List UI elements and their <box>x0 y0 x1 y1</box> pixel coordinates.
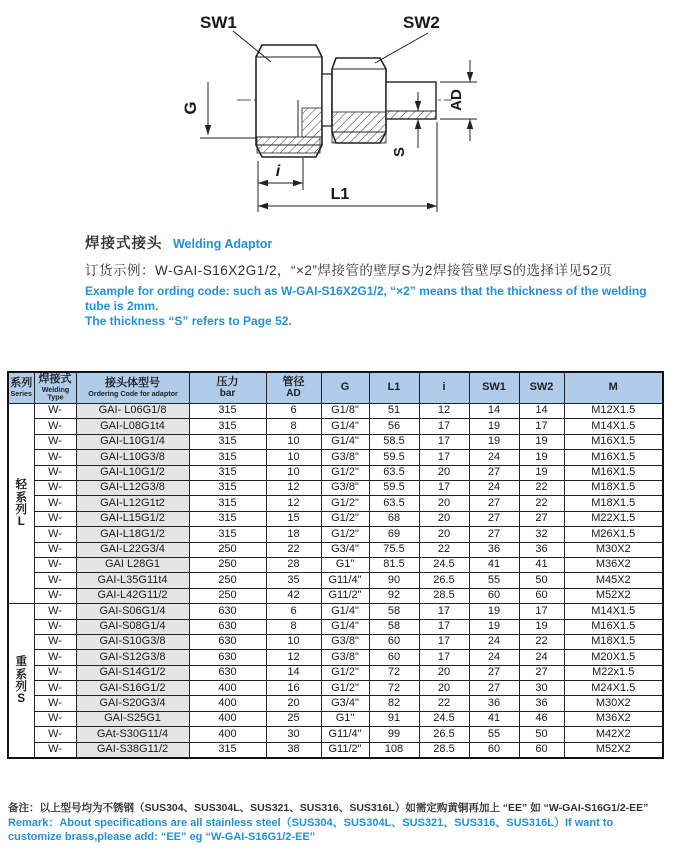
data-cell: 24 <box>469 450 519 465</box>
data-cell: 46 <box>519 711 564 726</box>
data-cell: 6 <box>266 604 321 619</box>
data-cell: 20 <box>419 665 469 680</box>
data-cell: 36 <box>469 696 519 711</box>
data-cell: G1/4" <box>321 604 369 619</box>
data-cell: 630 <box>189 665 266 680</box>
data-cell: 17 <box>419 419 469 434</box>
col-header-tube-od: 管径 AD <box>266 372 321 404</box>
data-cell: 56 <box>369 419 419 434</box>
title-line <box>85 232 670 253</box>
data-cell: G11/4" <box>321 573 369 588</box>
table-row <box>8 465 663 480</box>
data-cell: 60 <box>519 588 564 603</box>
data-cell: W- <box>34 434 76 449</box>
data-cell: 630 <box>189 650 266 665</box>
data-cell: 17 <box>419 604 469 619</box>
ordering-example-en <box>85 284 670 329</box>
data-cell: 28.5 <box>419 742 469 758</box>
data-cell: 17 <box>519 419 564 434</box>
data-cell: W- <box>34 481 76 496</box>
data-cell: W- <box>34 527 76 542</box>
table-row <box>8 496 663 511</box>
data-cell: 36 <box>519 696 564 711</box>
data-cell: 14 <box>519 404 564 419</box>
data-cell: 12 <box>266 481 321 496</box>
data-cell: 24 <box>469 481 519 496</box>
col-header-ordering-code: 接头体型号 Ordering Code for adaptor <box>76 372 189 404</box>
table-row <box>8 542 663 557</box>
data-cell: 92 <box>369 588 419 603</box>
data-cell: 60 <box>519 742 564 758</box>
data-cell: 22 <box>419 542 469 557</box>
data-cell: G3/4" <box>321 542 369 557</box>
data-cell: 27 <box>469 681 519 696</box>
ordering-code-cell: GAI-L42G11/2 <box>76 588 189 603</box>
data-cell: G3/4" <box>321 696 369 711</box>
data-cell: 27 <box>469 465 519 480</box>
data-cell: M45X2 <box>564 573 663 588</box>
data-cell: 60 <box>469 588 519 603</box>
data-cell: 400 <box>189 681 266 696</box>
data-cell: 50 <box>519 573 564 588</box>
data-cell: W- <box>34 665 76 680</box>
data-cell: M22X1.5 <box>564 511 663 526</box>
ordering-code-cell: GAI-L10G3/8 <box>76 450 189 465</box>
data-cell: M16X1.5 <box>564 450 663 465</box>
data-cell: 14 <box>266 665 321 680</box>
table-row <box>8 419 663 434</box>
ordering-code-cell: GAt-S30G11/4 <box>76 727 189 742</box>
data-cell: W- <box>34 619 76 634</box>
data-cell: 10 <box>266 450 321 465</box>
data-cell: 55 <box>469 573 519 588</box>
data-cell: G1/2" <box>321 681 369 696</box>
data-cell: 315 <box>189 404 266 419</box>
page-title-cn: 焊接式接头 <box>85 236 163 252</box>
data-cell: 38 <box>266 742 321 758</box>
data-cell: M22x1.5 <box>564 665 663 680</box>
table-row <box>8 604 663 619</box>
data-cell: 10 <box>266 434 321 449</box>
ordering-code-cell: GAI-L08G1t4 <box>76 419 189 434</box>
data-cell: 19 <box>519 465 564 480</box>
ordering-example-en-line2: The thickness “S” refers to Page 52. <box>85 314 292 328</box>
data-cell: 27 <box>469 665 519 680</box>
data-cell: 17 <box>419 634 469 649</box>
data-cell: 24 <box>469 634 519 649</box>
data-cell: 250 <box>189 557 266 572</box>
data-cell: G3/8" <box>321 650 369 665</box>
data-cell: 19 <box>469 604 519 619</box>
data-cell: 19 <box>519 450 564 465</box>
data-cell: M30X2 <box>564 542 663 557</box>
body-neck <box>322 74 332 126</box>
data-cell: W- <box>34 404 76 419</box>
data-cell: 27 <box>519 511 564 526</box>
data-cell: 12 <box>266 496 321 511</box>
data-cell: 10 <box>266 634 321 649</box>
data-cell: M24X1.5 <box>564 681 663 696</box>
table-row <box>8 588 663 603</box>
data-cell: 22 <box>266 542 321 557</box>
data-cell: W- <box>34 588 76 603</box>
data-cell: 630 <box>189 634 266 649</box>
footer-remark <box>8 800 670 844</box>
data-cell: 19 <box>469 619 519 634</box>
data-cell: 19 <box>519 619 564 634</box>
data-cell: W- <box>34 450 76 465</box>
data-cell: G1/2" <box>321 665 369 680</box>
data-cell: 315 <box>189 496 266 511</box>
data-cell: G11/4" <box>321 727 369 742</box>
data-cell: 250 <box>189 573 266 588</box>
data-cell: 60 <box>369 650 419 665</box>
series-label-heavy-s: 重 系 列 S <box>8 604 34 758</box>
data-cell: 19 <box>469 434 519 449</box>
table-row <box>8 727 663 742</box>
data-cell: 27 <box>469 527 519 542</box>
data-cell: G1/2" <box>321 527 369 542</box>
data-cell: G1/2" <box>321 496 369 511</box>
data-cell: 17 <box>419 481 469 496</box>
data-cell: 30 <box>266 727 321 742</box>
col-header-sw2: SW2 <box>519 372 564 404</box>
table-row <box>8 573 663 588</box>
data-cell: W- <box>34 696 76 711</box>
data-cell: G1" <box>321 557 369 572</box>
data-cell: G3/8" <box>321 450 369 465</box>
data-cell: 20 <box>419 465 469 480</box>
data-cell: W- <box>34 604 76 619</box>
data-cell: G1/4" <box>321 419 369 434</box>
data-cell: 14 <box>469 404 519 419</box>
data-cell: W- <box>34 681 76 696</box>
data-cell: 630 <box>189 619 266 634</box>
ordering-code-cell: GAI-L12G3/8 <box>76 481 189 496</box>
data-cell: M12X1.5 <box>564 404 663 419</box>
ordering-code-cell: GAI- L06G1/8 <box>76 404 189 419</box>
title-block <box>85 232 670 329</box>
data-cell: 12 <box>419 404 469 419</box>
dim-i <box>258 158 303 190</box>
data-cell: 41 <box>469 557 519 572</box>
data-cell: W- <box>34 650 76 665</box>
data-cell: 36 <box>469 542 519 557</box>
data-cell: 25 <box>266 711 321 726</box>
data-cell: 315 <box>189 419 266 434</box>
data-cell: 69 <box>369 527 419 542</box>
col-header-i: i <box>419 372 469 404</box>
spec-table-wrap <box>7 371 664 759</box>
data-cell: 8 <box>266 419 321 434</box>
data-cell: 20 <box>419 496 469 511</box>
data-cell: 90 <box>369 573 419 588</box>
ordering-code-cell: GAI-L35G11t4 <box>76 573 189 588</box>
data-cell: 60 <box>369 634 419 649</box>
data-cell: 400 <box>189 711 266 726</box>
ordering-code-cell: GAI-L18G1/2 <box>76 527 189 542</box>
data-cell: 99 <box>369 727 419 742</box>
data-cell: 32 <box>519 527 564 542</box>
remark-en <box>8 817 670 844</box>
data-cell: G3/8" <box>321 481 369 496</box>
data-cell: 315 <box>189 465 266 480</box>
ordering-code-cell: GAI-S38G11/2 <box>76 742 189 758</box>
fitting-technical-drawing <box>0 0 677 232</box>
data-cell: 17 <box>419 450 469 465</box>
data-cell: 22 <box>519 496 564 511</box>
data-cell: M36X2 <box>564 557 663 572</box>
data-cell: M18X1.5 <box>564 634 663 649</box>
data-cell: 27 <box>519 665 564 680</box>
data-cell: W- <box>34 496 76 511</box>
table-row <box>8 619 663 634</box>
data-cell: M16X1.5 <box>564 465 663 480</box>
ordering-code-cell: GAI-L15G1/2 <box>76 511 189 526</box>
table-row <box>8 527 663 542</box>
ordering-code-cell: GAI-S14G1/2 <box>76 665 189 680</box>
data-cell: 58.5 <box>369 434 419 449</box>
dim-label-ad: AD <box>448 89 465 111</box>
data-cell: 68 <box>369 511 419 526</box>
data-cell: 20 <box>419 681 469 696</box>
data-cell: 19 <box>519 434 564 449</box>
data-cell: M14X1.5 <box>564 419 663 434</box>
data-cell: 19 <box>469 419 519 434</box>
data-cell: M52X2 <box>564 742 663 758</box>
data-cell: 63.5 <box>369 496 419 511</box>
data-cell: 22 <box>519 634 564 649</box>
data-cell: 82 <box>369 696 419 711</box>
sw2-leader-line <box>375 33 428 63</box>
data-cell: 75.5 <box>369 542 419 557</box>
data-cell: M36X2 <box>564 711 663 726</box>
col-header-series: 系列 Series <box>8 372 34 404</box>
table-row <box>8 511 663 526</box>
data-cell: M18X1.5 <box>564 481 663 496</box>
data-cell: 59.5 <box>369 481 419 496</box>
data-cell: 24 <box>469 650 519 665</box>
data-cell: W- <box>34 711 76 726</box>
data-cell: 81.5 <box>369 557 419 572</box>
data-cell: 17 <box>419 650 469 665</box>
ordering-code-cell: GAI-S16G1/2 <box>76 681 189 696</box>
header-row <box>8 372 663 404</box>
data-cell: 20 <box>419 511 469 526</box>
data-cell: M30X2 <box>564 696 663 711</box>
data-cell: 8 <box>266 619 321 634</box>
ordering-code-cell: GAI-S20G3/4 <box>76 696 189 711</box>
data-cell: 315 <box>189 527 266 542</box>
data-cell: G1/4" <box>321 619 369 634</box>
data-cell: 58 <box>369 619 419 634</box>
data-cell: 400 <box>189 696 266 711</box>
data-cell: 36 <box>519 542 564 557</box>
data-cell: 16 <box>266 681 321 696</box>
table-row <box>8 742 663 758</box>
data-cell: 72 <box>369 681 419 696</box>
data-cell: 18 <box>266 527 321 542</box>
data-cell: W- <box>34 465 76 480</box>
data-cell: W- <box>34 742 76 758</box>
dim-label-l1: L1 <box>330 186 350 203</box>
data-cell: 315 <box>189 450 266 465</box>
ordering-code-cell: GAI-S12G3/8 <box>76 650 189 665</box>
ordering-example-en-line1: Example for ording code: such as W-GAI-S16X2G1/2, “×2” means that the thickness of the welding tube is 2mm. <box>85 284 647 313</box>
data-cell: G1/2" <box>321 511 369 526</box>
data-cell: 22 <box>519 481 564 496</box>
data-cell: 35 <box>266 573 321 588</box>
data-cell: 28 <box>266 557 321 572</box>
ordering-code-cell: GAI-L10G1/4 <box>76 434 189 449</box>
ordering-code-cell: GAI-S06G1/4 <box>76 604 189 619</box>
ordering-code-cell: GAI-S25G1 <box>76 711 189 726</box>
col-header-g: G <box>321 372 369 404</box>
data-cell: 63.5 <box>369 465 419 480</box>
data-cell: M16X1.5 <box>564 434 663 449</box>
data-cell: 315 <box>189 434 266 449</box>
dim-g <box>200 82 256 138</box>
data-cell: 51 <box>369 404 419 419</box>
data-cell: 50 <box>519 727 564 742</box>
data-cell: 108 <box>369 742 419 758</box>
data-cell: 6 <box>266 404 321 419</box>
data-cell: W- <box>34 419 76 434</box>
data-cell: W- <box>34 542 76 557</box>
ordering-code-cell: GAI-L10G1/2 <box>76 465 189 480</box>
data-cell: 24.5 <box>419 711 469 726</box>
table-row <box>8 650 663 665</box>
data-cell: W- <box>34 557 76 572</box>
data-cell: 250 <box>189 588 266 603</box>
table-row <box>8 481 663 496</box>
data-cell: 55 <box>469 727 519 742</box>
data-cell: 22 <box>419 696 469 711</box>
data-cell: G11/2" <box>321 588 369 603</box>
data-cell: M20X1.5 <box>564 650 663 665</box>
data-cell: 10 <box>266 465 321 480</box>
ordering-example-cn: 订货示例：W-GAI-S16X2G1/2，“×2”焊接管的壁厚S为2焊接管壁厚S的选择详见52页 <box>85 263 613 278</box>
table-row <box>8 557 663 572</box>
col-header-welding-type: 焊接式 Welding Type <box>34 372 76 404</box>
series-label-light-l: 轻 系 列 L <box>8 404 34 604</box>
data-cell: M18X1.5 <box>564 496 663 511</box>
table-row <box>8 450 663 465</box>
data-cell: G3/8" <box>321 634 369 649</box>
table-row <box>8 711 663 726</box>
data-cell: M52X2 <box>564 588 663 603</box>
spec-table <box>7 371 664 759</box>
table-row <box>8 404 663 419</box>
table-row <box>8 665 663 680</box>
table-row <box>8 681 663 696</box>
data-cell: 28.5 <box>419 588 469 603</box>
data-cell: M42X2 <box>564 727 663 742</box>
data-cell: 15 <box>266 511 321 526</box>
data-cell: 250 <box>189 542 266 557</box>
data-cell: 315 <box>189 481 266 496</box>
data-cell: 72 <box>369 665 419 680</box>
data-cell: W- <box>34 573 76 588</box>
data-cell: G1/2" <box>321 465 369 480</box>
data-cell: 17 <box>519 604 564 619</box>
col-header-m: M <box>564 372 663 404</box>
dim-label-i: i <box>275 163 281 180</box>
data-cell: G1/8" <box>321 404 369 419</box>
data-cell: 27 <box>469 496 519 511</box>
data-cell: G11/2" <box>321 742 369 758</box>
col-header-pressure: 压力 bar <box>189 372 266 404</box>
data-cell: 20 <box>266 696 321 711</box>
data-cell: 24.5 <box>419 557 469 572</box>
data-cell: 24 <box>519 650 564 665</box>
remark-en-line2: customize brass,please add: “EE” eg “W-GAI-S16G1/2-EE” <box>8 830 316 843</box>
data-cell: 41 <box>519 557 564 572</box>
data-cell: M26X1.5 <box>564 527 663 542</box>
page-title-en: Welding Adaptor <box>172 237 273 251</box>
ordering-code-cell: GAI-L22G3/4 <box>76 542 189 557</box>
table-row <box>8 696 663 711</box>
data-cell: 41 <box>469 711 519 726</box>
data-cell: 17 <box>419 434 469 449</box>
data-cell: 17 <box>419 619 469 634</box>
data-cell: 60 <box>469 742 519 758</box>
data-cell: M14X1.5 <box>564 604 663 619</box>
ordering-code-cell: GAI-L12G1t2 <box>76 496 189 511</box>
data-cell: 27 <box>469 511 519 526</box>
dim-label-g: G <box>181 101 200 115</box>
dim-label-s: S <box>391 146 408 158</box>
data-cell: 26.5 <box>419 573 469 588</box>
dim-label-sw1: SW1 <box>200 13 237 32</box>
data-cell: 400 <box>189 727 266 742</box>
table-row <box>8 634 663 649</box>
data-cell: W- <box>34 727 76 742</box>
data-cell: G1" <box>321 711 369 726</box>
data-cell: G1/4" <box>321 434 369 449</box>
data-cell: 91 <box>369 711 419 726</box>
data-cell: 26.5 <box>419 727 469 742</box>
remark-cn: 备注：以上型号均为不锈钢（SUS304、SUS304L、SUS321、SUS316、SUS316L）如需定购黄铜再加上 “EE” 如 “W-GAI-S16G1/2-EE” <box>8 802 649 814</box>
data-cell: W- <box>34 634 76 649</box>
data-cell: 20 <box>419 527 469 542</box>
ordering-code-cell: GAI-S08G1/4 <box>76 619 189 634</box>
data-cell: 12 <box>266 650 321 665</box>
data-cell: M16X1.5 <box>564 619 663 634</box>
data-cell: 315 <box>189 742 266 758</box>
data-cell: 30 <box>519 681 564 696</box>
dim-label-sw2: SW2 <box>403 13 440 32</box>
table-row <box>8 434 663 449</box>
col-header-l1: L1 <box>369 372 419 404</box>
data-cell: W- <box>34 511 76 526</box>
remark-en-line1: Remark：About specifications are all stainless steel（SUS304、SUS304L、SUS321、SUS316、SUS316L）If want to <box>8 817 614 829</box>
ordering-code-cell: GAI L28G1 <box>76 557 189 572</box>
ordering-code-cell: GAI-S10G3/8 <box>76 634 189 649</box>
data-cell: 58 <box>369 604 419 619</box>
data-cell: 59.5 <box>369 450 419 465</box>
data-cell: 315 <box>189 511 266 526</box>
data-cell: 630 <box>189 604 266 619</box>
col-header-sw1: SW1 <box>469 372 519 404</box>
data-cell: 42 <box>266 588 321 603</box>
